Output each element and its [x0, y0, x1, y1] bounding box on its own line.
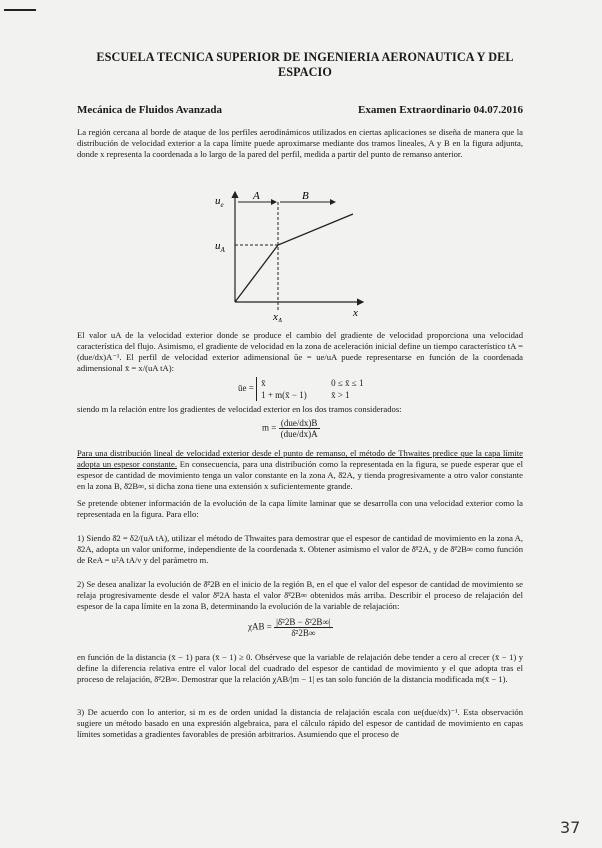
- question-3: 3) De acuerdo con lo anterior, si m es de orden unidad la distancia de relajación escala con ue(due/dx)⁻¹. Esta observación sugiere un método basado en una expresión algebraica, para el cálculo rápido del espesor de cantidad de movimiento en capas límites sometidas a gradientes favorables de presión arbitrarios. Asumiendo que el proceso de: [77, 707, 523, 739]
- paragraph-objective: Se pretende obtener información de la evolución de la capa límite laminar que se desarrolla con una velocidad exterior como la representada en la figura. Para ello:: [77, 498, 523, 519]
- course-name: Mecánica de Fluidos Avanzada: [77, 104, 222, 116]
- equation-m: m = $\frac{\text{(due/dx)B}}{\text{(due/dx)A}}$: [262, 418, 318, 439]
- exam-date: Examen Extraordinario 04.07.2016: [358, 104, 523, 116]
- exam-subheader: [77, 104, 523, 116]
- paragraph-thwaites: Para una distribución lineal de velocidad exterior desde el punto de remanso, el método de Thwaites predice que la capa límite adopta un espesor constante. En consecuencia, para una distribución como la representada en la figura, se puede esperar que el espesor de cantidad de movimiento tenga un valor constante en la zona A, δ̄2A, y tienda progresivamente a otro valor constante en la zona B, δ̄2B∞, si dicha zona tiene una extensión x suficientemente grande.: [77, 448, 523, 491]
- equation-velocity-profile: [238, 377, 363, 401]
- eq1-lhs: ūe =: [238, 383, 254, 394]
- thwaites-underlined: Para una distribución lineal de velocidad exterior desde el punto de remanso, el método de Thwaites predice que la capa límite adopta un espesor constante.: [77, 448, 523, 469]
- velocity-figure: [195, 182, 395, 322]
- corner-mark: [4, 9, 36, 11]
- intro-paragraph: La región cercana al borde de ataque de los perfiles aerodinámicos utilizados en ciertas aplicaciones se diseña de manera que la distribución de velocidad exterior a la capa límite puede aproximarse mediante dos tramos lineales, A y B en la figura adjunta, donde x representa la coordenada a lo largo de la pared del perfil, medida a partir del punto de remanso anterior.: [77, 127, 523, 159]
- velocity-curve: [235, 214, 353, 302]
- paragraph-m-definition: siendo m la relación entre los gradientes de velocidad exterior en los dos tramos considerados:: [77, 404, 402, 414]
- ua-label: $u_A$: [215, 240, 225, 254]
- page-number: 37: [560, 818, 581, 837]
- region-b-label: B: [302, 190, 309, 202]
- school-title: ESCUELA TECNICA SUPERIOR DE INGENIERIA AERONAUTICA Y DEL ESPACIO: [96, 50, 514, 79]
- question-1: 1) Siendo δ̄2 = δ2/(uA tA), utilizar el método de Thwaites para demostrar que el espesor de cantidad de movimiento en la zona A, δ̄2A, adopta un valor uniforme, independiente de la coordenada x̄. Obtener asimismo el valor de δ̄²2A, y de δ̄²2B∞ como función de ReA = u²A tA/ν y del parámetro m.: [77, 533, 523, 565]
- paragraph-relaxation: en función de la distancia (x̄ − 1) para (x̄ − 1) ≥ 0. Obsérvese que la variable de relajación debe tender a cero al crecer (x̄ − 1) y define la diferencia relativa entre el valor local del cuadrado del espesor de cantidad de movimiento y el que adopta tras el proceso de relajación, δ̄²2B∞. Demostrar que la relación χAB/|m − 1| es tan solo función de la distancia modificada m(x̄ − 1).: [77, 652, 523, 684]
- x-axis-label: x: [353, 307, 358, 319]
- question-2: 2) Se desea analizar la evolución de δ̄²2B en el inicio de la región B, en el que el valor del espesor de cantidad de movimiento se relaja progresivamente desde el valor δ̄²2A hasta el valor δ̄²2B∞ obtenidos más arriba. Describir el proceso de relajación del espesor de la capa límite en la zona B, determinando la evolución de la variable de relajación:: [77, 579, 523, 611]
- eq1-cases: x̄ 0 ≤ x̄ ≤ 1 1 + m(x̄ − 1) x̄ > 1: [256, 377, 363, 401]
- y-axis-label: $u_e$: [215, 195, 224, 209]
- region-a-label: A: [253, 190, 260, 202]
- paragraph-characteristic: El valor uA de la velocidad exterior donde se produce el cambio del gradiente de velocidad proporciona una velocidad característica del flujo. Asimismo, el gradiente de velocidad en la zona de aceleración inicial define un tiempo característico tA = (due/dx)A⁻¹. El perfil de velocidad exterior adimensional ūe = ue/uA puede representarse en función de la coordenada adimensional x̄ = x/(uA tA):: [77, 330, 523, 373]
- equation-chi-ab: χAB = $\frac{\text{|δ̄²2B − δ̄²2B∞|}}{\text{δ̄²2B∞}}$: [248, 617, 331, 638]
- xa-label: $x_A$: [273, 311, 283, 322]
